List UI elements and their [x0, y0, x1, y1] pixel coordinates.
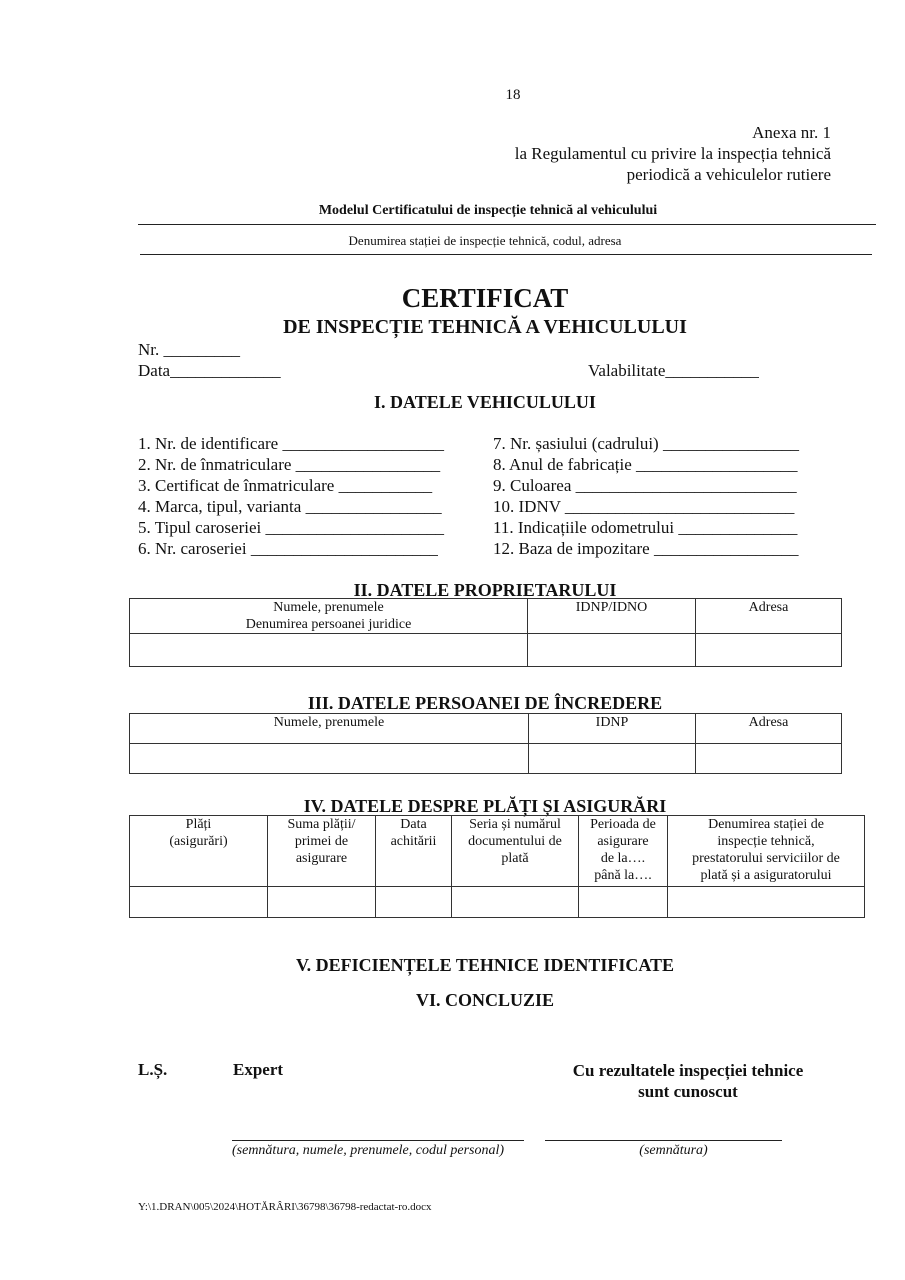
expert-label: Expert: [233, 1060, 284, 1079]
owner-signature-line[interactable]: [545, 1140, 782, 1141]
trustee-name-header: Numele, prenumele: [130, 714, 529, 744]
vehicle-field-9: 9. Culoarea __________________________: [493, 476, 797, 495]
results-line-2: sunt cunoscut: [638, 1082, 738, 1101]
vehicle-field-3: 3. Certificat de înmatriculare ___________: [138, 476, 433, 495]
footer-file-path: Y:\1.DRAN\005\2024\HOTĂRÂRI\36798\36798-redactat-ro.docx: [138, 1201, 432, 1213]
owner-address-cell[interactable]: [696, 634, 842, 667]
annex-line-2: la Regulamentul cu privire la inspecția tehnică: [514, 144, 831, 163]
divider-top: [138, 224, 876, 225]
trustee-name-cell[interactable]: [130, 744, 529, 774]
section-3-title: III. DATELE PERSOANEI DE ÎNCREDERE: [307, 693, 663, 713]
expert-signature-caption: (semnătura, numele, prenumele, codul personal): [232, 1143, 505, 1158]
trustee-address-cell[interactable]: [696, 744, 842, 774]
owner-table-header: [130, 599, 842, 634]
payments-header-statie-line-3: prestatorului serviciilor de: [692, 851, 840, 866]
expert-signature-line[interactable]: [232, 1140, 524, 1141]
section-2-title: II. DATELE PROPRIETARULUI: [353, 580, 617, 600]
trustee-table-header: [130, 714, 842, 744]
section-1-title: I. DATELE VEHICULULUI: [374, 392, 596, 412]
payments-header-perioada-line-4: până la….: [594, 868, 652, 883]
owner-idnp-cell[interactable]: [528, 634, 696, 667]
payments-header-plati-line-2: (asigurări): [169, 834, 228, 849]
payments-header-statie-line-4: plată și a asiguratorului: [700, 868, 832, 883]
payments-table-header: [130, 816, 865, 887]
annex-line-1: Anexa nr. 1: [752, 123, 831, 142]
vehicle-field-2: 2. Nr. de înmatriculare _________________: [138, 455, 441, 474]
payments-plati-cell[interactable]: [130, 887, 268, 918]
vehicle-field-12: 12. Baza de impozitare _________________: [493, 539, 799, 558]
payments-header-perioada-line-3: de la….: [600, 851, 646, 866]
section-4-title: IV. DATELE DESPRE PLĂȚI ȘI ASIGURĂRI: [303, 796, 667, 816]
payments-header-perioada: [579, 816, 668, 887]
owner-table-row: [130, 634, 842, 667]
vehicle-field-7: 7. Nr. șasiului (cadrului) ________________: [493, 434, 799, 453]
section-5-title: V. DEFICIENȚELE TEHNICE IDENTIFICATE: [295, 955, 675, 975]
payments-header-plati-line-1: Plăți: [185, 817, 212, 832]
payments-header-data-line-1: Data: [400, 817, 427, 832]
payments-header-seria-line-3: plată: [501, 851, 529, 866]
payments-header-data-line-2: achitării: [390, 834, 437, 849]
certificate-subtitle: DE INSPECȚIE TEHNICĂ A VEHICULULUI: [283, 316, 687, 338]
vehicle-field-11: 11. Indicațiile odometrului ______________: [493, 518, 798, 537]
owner-address-header: Adresa: [696, 599, 842, 634]
trustee-idnp-cell[interactable]: [529, 744, 696, 774]
payments-seria-cell[interactable]: [452, 887, 579, 918]
vehicle-field-4: 4. Marca, tipul, varianta ________________: [138, 497, 442, 516]
data-field: Data_____________: [138, 361, 281, 380]
payments-table: [129, 815, 865, 918]
payments-header-suma-line-3: asigurare: [295, 851, 348, 866]
payments-header-suma: [268, 816, 376, 887]
vehicle-field-5: 5. Tipul caroseriei _____________________: [138, 518, 444, 537]
results-line-1: Cu rezultatele inspecției tehnice: [572, 1061, 804, 1080]
results-acknowledgement: [548, 1060, 828, 1102]
payments-header-seria: [452, 816, 579, 887]
valid-field: Valabilitate___________: [588, 361, 759, 380]
payments-header-seria-line-2: documentului de: [468, 834, 562, 849]
payments-header-statie-line-1: Denumirea stației de: [708, 817, 824, 832]
vehicle-field-6: 6. Nr. caroseriei ______________________: [138, 539, 438, 558]
owner-name-header: [130, 599, 528, 634]
nr-field: Nr. _________: [138, 340, 240, 359]
trustee-idnp-header: IDNP: [529, 714, 696, 744]
payments-statie-cell[interactable]: [668, 887, 865, 918]
payments-data-cell[interactable]: [376, 887, 452, 918]
payments-header-suma-line-1: Suma plății/: [287, 817, 356, 832]
divider-station: [140, 254, 872, 255]
trustee-table: [129, 713, 842, 774]
payments-header-perioada-line-1: Perioada de: [590, 817, 656, 832]
payments-header-statie: [668, 816, 865, 887]
trustee-address-header: Adresa: [696, 714, 842, 744]
payments-suma-cell[interactable]: [268, 887, 376, 918]
owner-idnp-header: IDNP/IDNO: [528, 599, 696, 634]
vehicle-field-1: 1. Nr. de identificare ___________________: [138, 434, 444, 453]
vehicle-field-8: 8. Anul de fabricație ___________________: [493, 455, 798, 474]
payments-header-plati: [130, 816, 268, 887]
owner-name-header-line-1: Numele, prenumele: [273, 600, 384, 615]
page-number-text: 18: [505, 87, 521, 103]
vehicle-field-10: 10. IDNV ___________________________: [493, 497, 795, 516]
owner-signature-caption: (semnătura): [639, 1143, 708, 1158]
payments-header-statie-line-2: inspecție tehnică,: [717, 834, 815, 849]
payments-header-suma-line-2: primei de: [294, 834, 349, 849]
section-6-title: VI. CONCLUZIE: [415, 990, 555, 1010]
payments-header-perioada-line-2: asigurare: [597, 834, 649, 849]
payments-table-row: [130, 887, 865, 918]
owner-table: [129, 598, 842, 667]
station-caption: Denumirea stației de inspecție tehnică, codul, adresa: [348, 233, 622, 248]
owner-name-header-line-2: Denumirea persoanei juridice: [245, 617, 412, 632]
payments-header-data: [376, 816, 452, 887]
ls-label: L.Ș.: [138, 1060, 168, 1079]
certificate-title: CERTIFICAT: [401, 283, 569, 313]
model-title: Modelul Certificatului de inspecție tehnică al vehiculului: [318, 203, 658, 218]
annex-line-3: periodică a vehiculelor rutiere: [626, 165, 831, 184]
owner-name-cell[interactable]: [130, 634, 528, 667]
annex-header: [515, 122, 831, 185]
trustee-table-row: [130, 744, 842, 774]
payments-header-seria-line-1: Seria și numărul: [469, 817, 561, 832]
payments-perioada-cell[interactable]: [579, 887, 668, 918]
